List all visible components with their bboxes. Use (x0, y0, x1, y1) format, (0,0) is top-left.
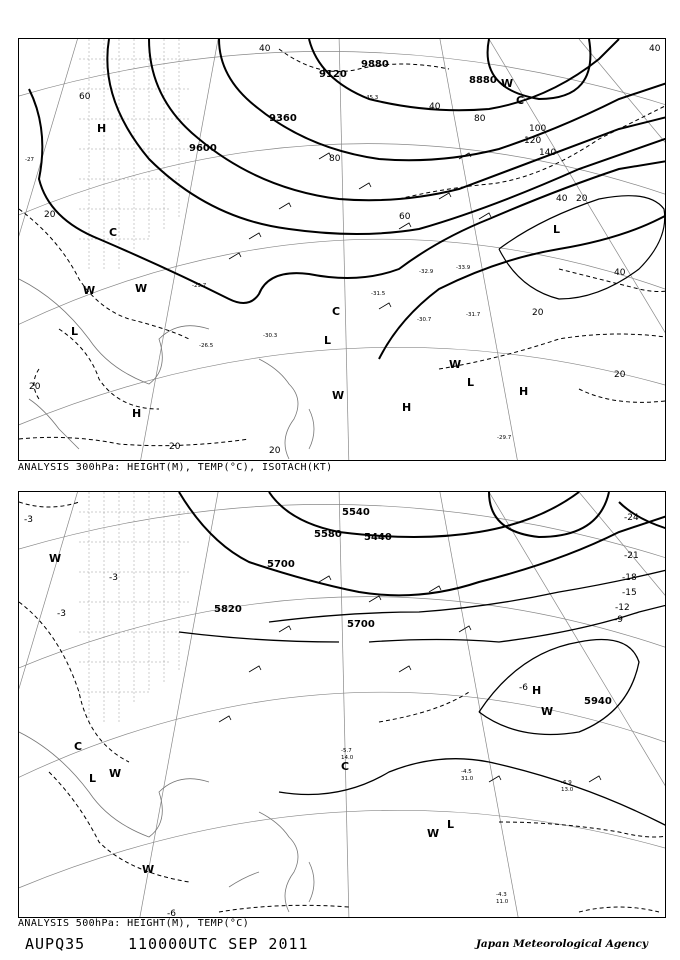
cold-center: C (109, 226, 118, 239)
isotherm-label: -9 (614, 615, 623, 625)
analysis-datetime: 110000UTC SEP 2011 (128, 935, 309, 953)
isotherms-500hpa (19, 502, 665, 912)
isotach-label: 120 (524, 136, 542, 146)
height-label-5540: 5540 (342, 507, 370, 518)
obs-value: -6.9 (561, 780, 572, 786)
latitude-grid (19, 504, 665, 892)
high-center: H (519, 385, 529, 398)
isotherm-label: -18 (622, 573, 637, 583)
height-labels-300hpa (189, 59, 497, 154)
map-panel-300hpa (18, 38, 666, 461)
isotach-label: 40 (429, 102, 441, 112)
warm-center: W (142, 863, 155, 876)
isotach-label: 20 (576, 194, 588, 204)
obs-value: -5.7 (341, 748, 352, 754)
low-center: L (447, 818, 455, 831)
low-center: L (324, 334, 332, 347)
temperature-label: -29.7 (497, 435, 512, 441)
cold-center: C (516, 94, 525, 107)
temperature-label: -27 (25, 157, 34, 163)
caption-300hpa: ANALYSIS 300hPa: HEIGHT(M), TEMP(°C), ISOTACH(KT) (18, 462, 333, 473)
pressure-centers-500hpa (49, 552, 553, 876)
isotach-label: 40 (556, 194, 568, 204)
warm-center: W (135, 282, 148, 295)
isotherm-label: -3 (24, 515, 33, 525)
height-label-9880: 9880 (361, 59, 389, 70)
cold-center: C (341, 760, 350, 773)
height-label-5820: 5820 (214, 604, 242, 615)
temperature-label: -29.7 (192, 283, 207, 289)
isotach-label: 80 (329, 154, 341, 164)
caption-500hpa: ANALYSIS 500hPa: HEIGHT(M), TEMP(°C) (18, 918, 250, 929)
temperature-label: -33.9 (456, 265, 471, 271)
high-center: H (532, 684, 542, 697)
height-label-5440: 5440 (364, 532, 392, 543)
isotach-label: 100 (529, 124, 547, 134)
height-label-9360: 9360 (269, 113, 297, 124)
isotach-label: 40 (614, 268, 626, 278)
warm-center: W (83, 284, 96, 297)
height-label-8880: 8880 (469, 75, 497, 86)
height-label-5700: 5700 (267, 559, 295, 570)
isotach-label: 20 (614, 370, 626, 380)
warm-center: W (109, 767, 122, 780)
isotherm-label: -12 (615, 603, 630, 613)
coastlines (19, 732, 314, 912)
isotherm-label: -3 (109, 573, 118, 583)
temperature-label: -32.9 (419, 269, 434, 275)
wind-barbs-300hpa (229, 153, 491, 309)
isotach-label: 20 (269, 446, 281, 456)
isotach-label: 20 (532, 308, 544, 318)
isotach-label: 40 (649, 44, 661, 54)
isotherm-label: -21 (624, 551, 639, 561)
low-center: L (71, 325, 79, 338)
isotach-label: 60 (79, 92, 91, 102)
warm-center: W (501, 77, 514, 90)
obs-value: 31.0 (461, 776, 474, 782)
coastlines (19, 279, 314, 459)
isotherm-label: -24 (624, 513, 639, 523)
warm-center: W (427, 827, 440, 840)
agency-name: Japan Meteorological Agency (475, 938, 648, 950)
isotherm-label: -6 (167, 909, 176, 917)
height-label-5580: 5580 (314, 529, 342, 540)
height-contours-300hpa (29, 39, 665, 359)
height-label-5700: 5700 (347, 619, 375, 630)
height-label-9120: 9120 (319, 69, 347, 80)
isotach-label: 20 (169, 442, 181, 452)
high-center: L (553, 223, 561, 236)
cold-center: C (332, 305, 341, 318)
low-center: L (89, 772, 97, 785)
high-center: H (402, 401, 412, 414)
pressure-centers-300hpa (71, 77, 560, 420)
latitude-grid (19, 51, 665, 429)
high-center: H (97, 122, 107, 135)
temperature-label: -31.7 (466, 312, 481, 318)
isotachs-300hpa (499, 196, 665, 299)
temperature-label: -30.3 (263, 333, 278, 339)
orography-hatch (79, 492, 189, 722)
map-canvas-300hpa (19, 39, 665, 460)
warm-center: W (541, 705, 554, 718)
isotach-label: 140 (539, 148, 557, 158)
map-canvas-500hpa (19, 492, 665, 917)
obs-values-500hpa (341, 748, 574, 905)
obs-value: 11.0 (496, 899, 509, 905)
low-center: L (467, 376, 475, 389)
isotherm-label: -15 (622, 588, 637, 598)
warm-center: W (449, 358, 462, 371)
temperature-label: -45.3 (364, 95, 379, 101)
orography-hatch (79, 39, 189, 269)
height-label-5940: 5940 (584, 696, 612, 707)
warm-center: W (49, 552, 62, 565)
temperature-label: -30.7 (417, 317, 432, 323)
isotach-label: 20 (44, 210, 56, 220)
temperature-label: -26.5 (199, 343, 214, 349)
isotach-label: 80 (474, 114, 486, 124)
isotherm-label: -6 (519, 683, 528, 693)
obs-value: 14.0 (341, 755, 354, 761)
isotach-label: 20 (29, 382, 41, 392)
height-label-9600: 9600 (189, 143, 217, 154)
high-center: H (132, 407, 142, 420)
obs-value: 13.0 (561, 787, 574, 793)
cold-center: C (74, 740, 83, 753)
wind-barbs-500hpa (219, 576, 601, 782)
obs-value: -4.3 (496, 892, 507, 898)
isotach-label: 60 (399, 212, 411, 222)
warm-center: W (332, 389, 345, 402)
map-panel-500hpa (18, 491, 666, 918)
isotherm-label: -3 (57, 609, 66, 619)
obs-value: -4.5 (461, 769, 472, 775)
isotach-label: 40 (259, 44, 271, 54)
chart-id: AUPQ35 (25, 935, 86, 953)
temperature-label: -31.5 (371, 291, 386, 297)
